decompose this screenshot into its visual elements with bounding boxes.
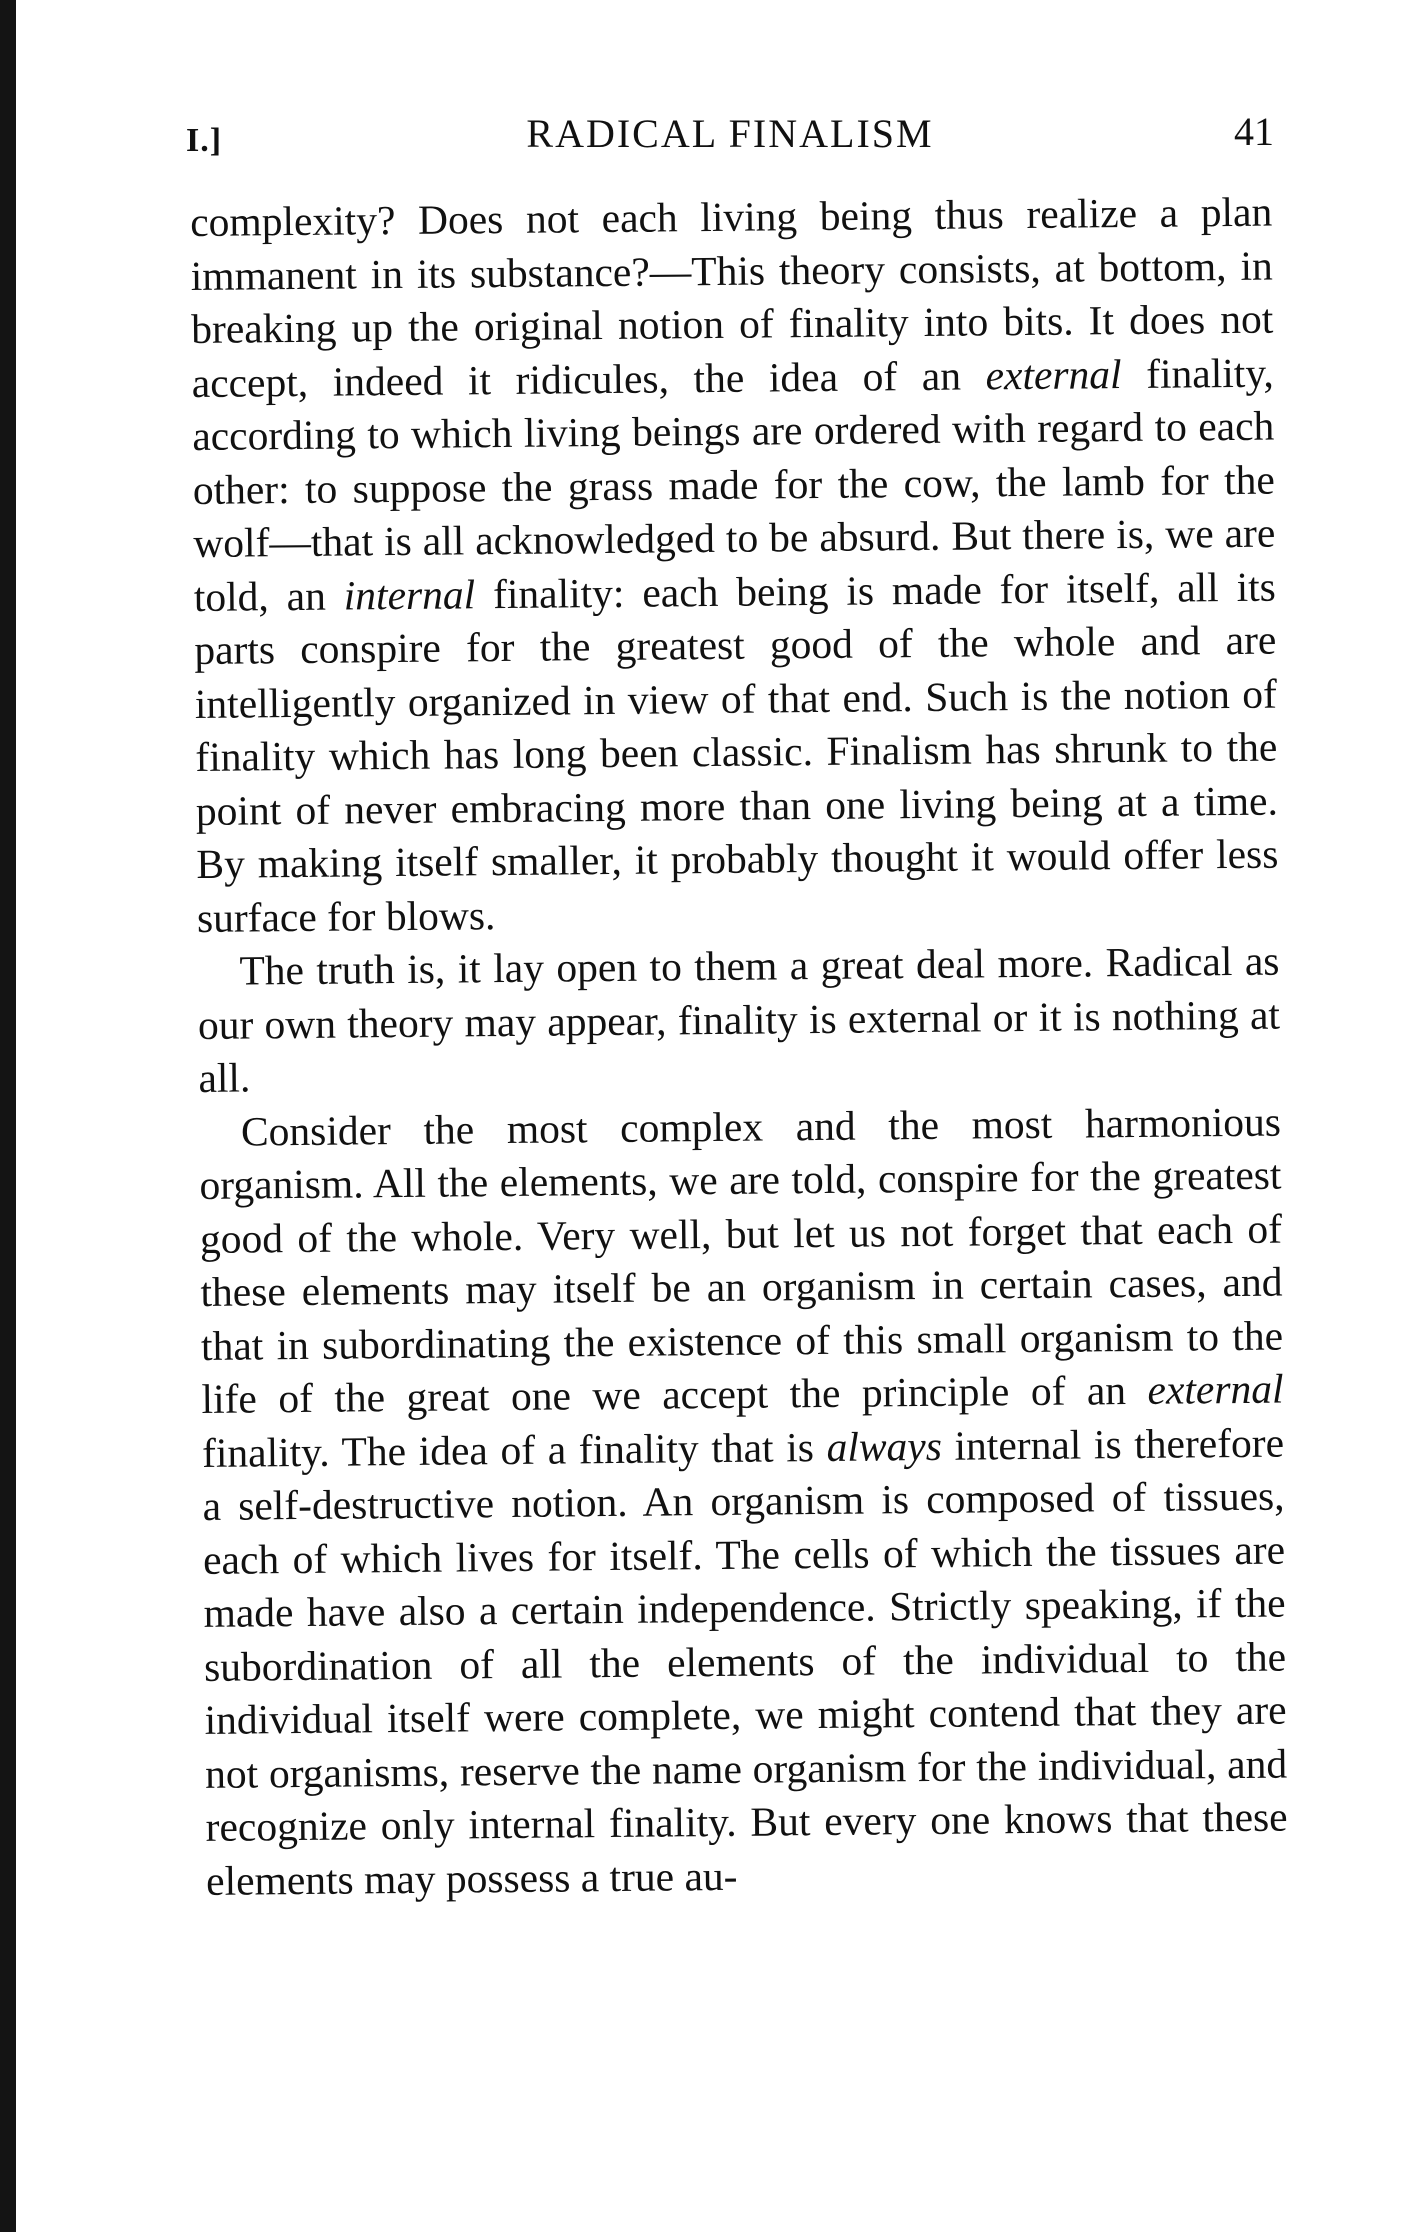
emphasis-external: external [1147,1365,1284,1413]
paragraph-1 [190,186,1279,945]
text-run: finality. The idea of a finality that is [201,1423,827,1476]
paragraph-2 [197,935,1280,1106]
running-header [186,104,1274,164]
section-marker: I.] [186,122,223,159]
emphasis-external: external [985,350,1122,398]
paragraph-3 [199,1095,1289,1908]
emphasis-internal: internal [343,570,476,619]
text-run: The truth is, it lay open to them a great deal more. Radical as our own theory may appear, finality is external or it is nothing at all. [197,937,1281,1101]
emphasis-always: always [826,1422,943,1470]
text-run: complexity? Does not each living being thus realize a plan immanent in its substance?—This theory consists, at bottom, in breaking up the original notion of finality into bits. It does not accept, indeed it ridicules, the idea of an [190,188,1274,406]
page-number: 41 [1234,109,1274,154]
text-run: Consider the most complex and the most harmonious organism. All the elements, we are told, conspire for the greatest good of the whole. Very well, but let us not forget that each of these elements may itself be an organism in certain cases, and that in subordinating the existence of this small organism to the life of the great one we accept the principle of an [199,1098,1284,1422]
body-text [190,186,1288,1908]
text-run: finality: each being is made for itself, all its parts conspire for the greatest good of the whole and are intelligently organized in view of that end. Such is the notion of finality which has long been classic. Finalism has shrunk to the point of never embracing more than one living being at a time. By making itself smaller, it probably thought it would offer less surface for blows. [194,563,1279,941]
page-left-edge [0,0,16,2232]
text-run: finality, according to which living beings are ordered with regard to each other: to suppose the grass made for the cow, the lamb for the wolf—that is all acknowledged to be absurd. But there is, we are told, an [192,349,1276,620]
running-title: RADICAL FINALISM [526,111,934,156]
text-run: internal is therefore a self-destructive notion. An organism is composed of tissues, each of which lives for itself. The cells of which the tissues are made have also a certain independence. Strictly speaking, if the subordination of all the elements of the individual to the individual itself were complete, we might contend that they are not organisms, reserve the name organism for the individual, and recognize only internal finality. But every one knows that these elements may possess a true au- [202,1419,1288,1904]
